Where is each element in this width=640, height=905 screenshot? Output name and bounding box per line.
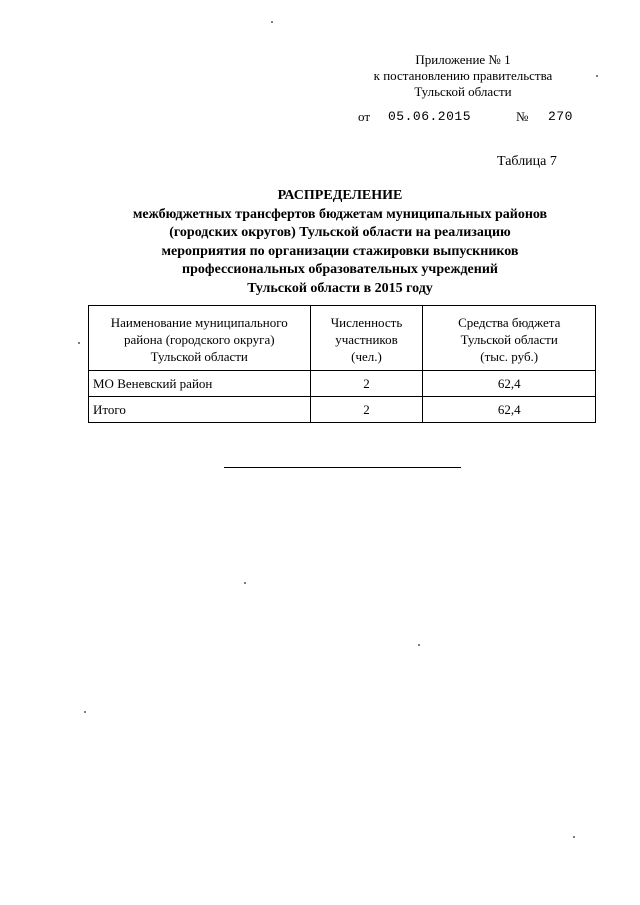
scan-speck [244,582,246,584]
header-budget-line: (тыс. руб.) [480,349,539,364]
header-budget [423,306,596,371]
cell-participants: 2 [310,397,423,423]
scan-speck [78,342,80,344]
scan-speck [84,711,86,713]
heading-line: межбюджетных трансфертов бюджетам муниципальных районов [132,206,548,222]
document-heading [90,187,590,298]
appendix-line-3: Тульской области [414,84,512,99]
appendix-line-1: Приложение № 1 [415,52,511,67]
scan-speck [573,836,575,838]
header-participants-line: участников [335,332,398,347]
cell-municipality: МО Веневский район [89,371,311,397]
from-label: от [358,109,371,124]
scan-speck [596,75,598,77]
heading-line: (городских округов) Тульской области на реализацию [169,225,511,240]
header-budget-line: Тульской области [460,332,558,347]
scan-speck [271,21,273,23]
heading-line: профессиональных образовательных учреждений [182,262,498,277]
header-municipality [89,306,311,371]
closing-rule [224,467,461,468]
cell-participants: 2 [310,371,423,397]
cell-amount: 62,4 [423,397,596,423]
table-row-total [89,397,596,423]
header-budget-line: Средства бюджета [458,315,561,330]
table-header-row [89,306,596,371]
header-participants-line: (чел.) [351,349,382,364]
resolution-number: 270 [548,109,573,124]
heading-line: Тульской области в 2015 году [247,280,433,296]
allocation-table [88,305,596,423]
table-label: Таблица 7 [497,154,557,169]
resolution-date: 05.06.2015 [388,109,472,124]
header-municipality-line: Наименование муниципального [110,315,288,330]
header-participants-line: Численность [330,315,403,330]
header-participants [310,306,423,371]
scan-speck [418,644,420,646]
header-municipality-line: района (городского округа) [124,332,275,347]
appendix-block [348,52,578,100]
header-municipality-line: Тульской области [150,349,248,364]
number-label: № [516,109,529,124]
table-row [89,371,596,397]
cell-municipality: Итого [89,397,311,423]
cell-amount: 62,4 [423,371,596,397]
heading-line: мероприятия по организации стажировки выпускников [161,243,519,259]
appendix-line-2: к постановлению правительства [373,68,553,83]
heading-title: РАСПРЕДЕЛЕНИЕ [277,188,403,203]
